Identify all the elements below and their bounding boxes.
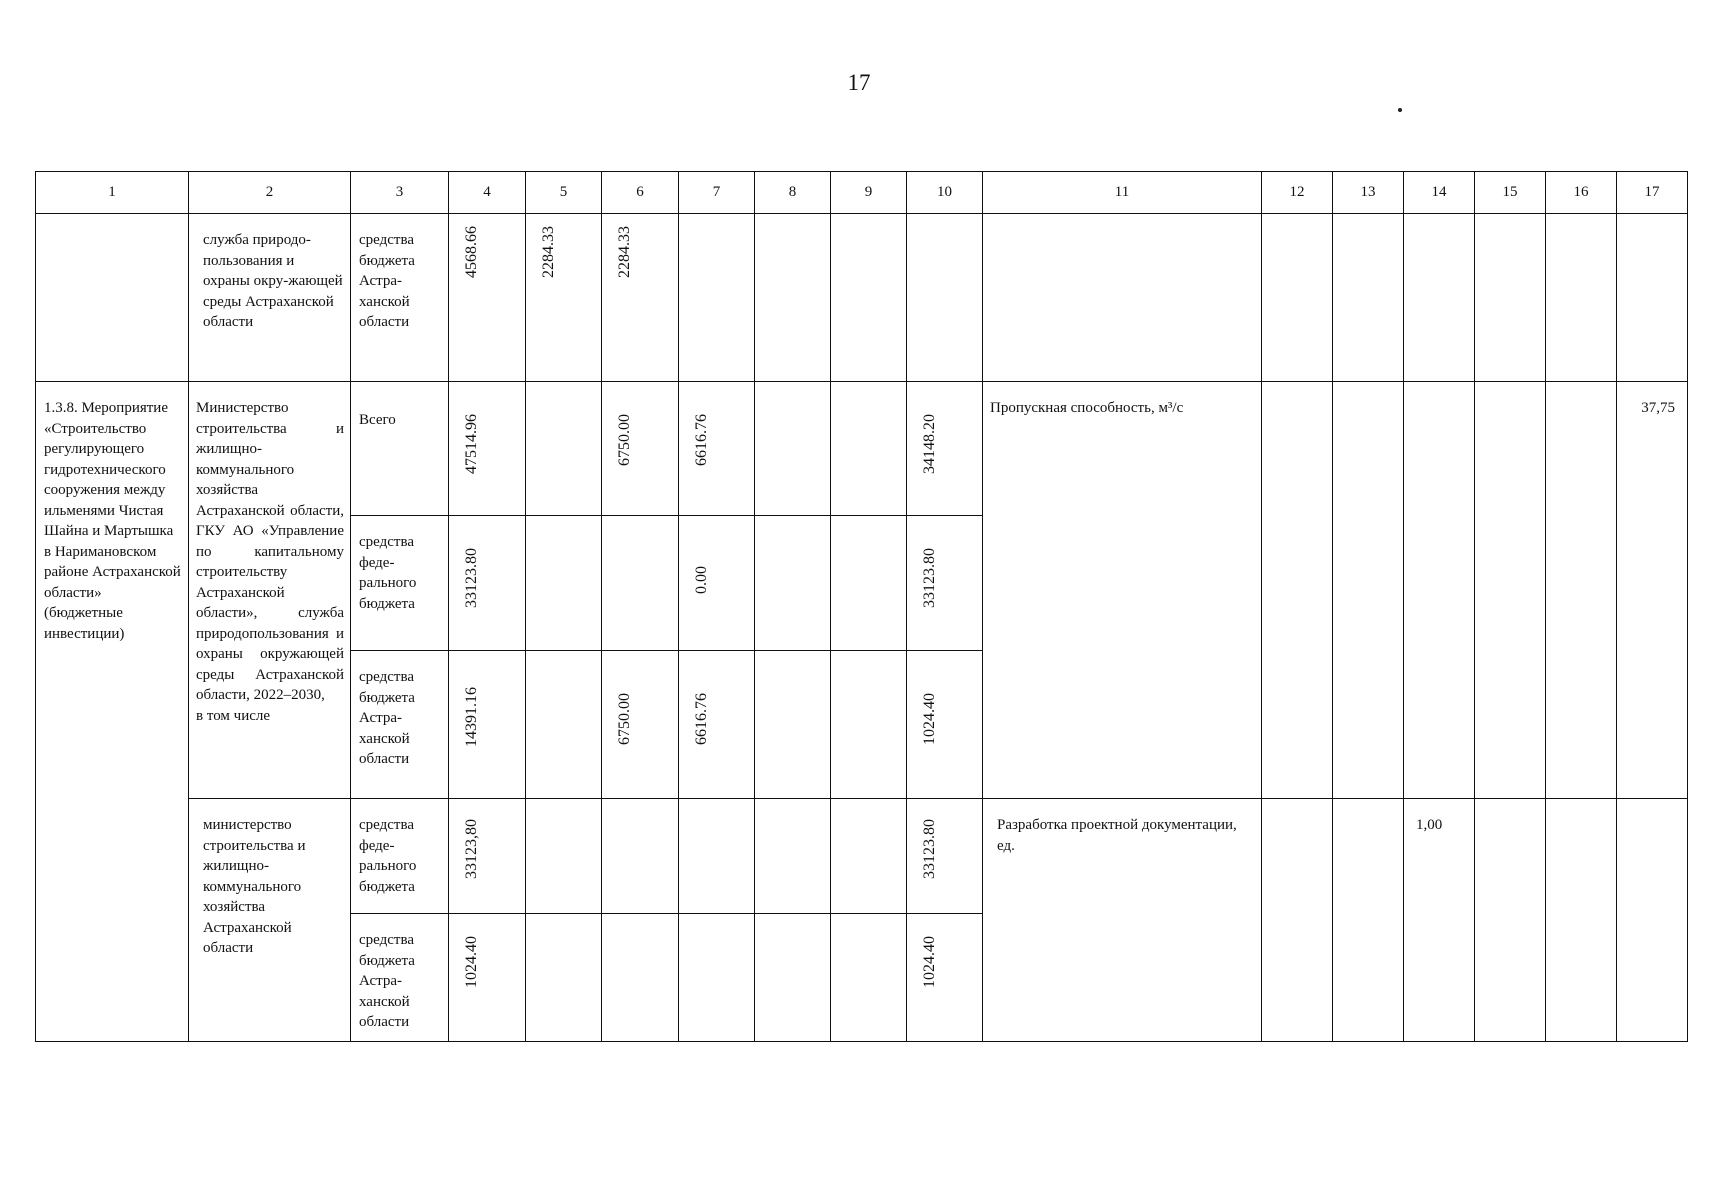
cell-empty xyxy=(1546,799,1617,1042)
col-header: 2 xyxy=(189,172,351,214)
col-header: 4 xyxy=(449,172,526,214)
cell-empty xyxy=(1404,382,1475,799)
executor-cell: служба природо-пользования и охраны окру-жающей среды Астраханской области xyxy=(189,214,351,382)
value-cell: 47514.96 xyxy=(449,382,526,516)
indicator-cell: Пропускная способность, м³/с xyxy=(983,382,1262,799)
cell-empty xyxy=(602,914,679,1042)
cell-empty xyxy=(36,214,189,382)
col-header: 13 xyxy=(1333,172,1404,214)
col-header: 12 xyxy=(1262,172,1333,214)
cell-empty xyxy=(1333,799,1404,1042)
cell-empty xyxy=(602,516,679,651)
cell-empty xyxy=(679,914,755,1042)
cell-empty xyxy=(755,516,831,651)
program-table xyxy=(35,171,1688,1042)
cell-empty xyxy=(679,799,755,914)
value-cell: 6750.00 xyxy=(602,651,679,799)
measure-cell: 1.3.8. Мероприятие «Строительство регулирующего гидротехнического сооружения между ильменями Чистая Шайна и Мартышка в Наримановском районе Астраханской области» (бюджетные инвестиции) xyxy=(36,382,189,1042)
cell-empty xyxy=(526,799,602,914)
col-header: 9 xyxy=(831,172,907,214)
cell-empty xyxy=(1333,214,1404,382)
executor-cell xyxy=(189,382,351,799)
cell-empty xyxy=(831,214,907,382)
cell-empty xyxy=(755,651,831,799)
col-header: 6 xyxy=(602,172,679,214)
col-header: 1 xyxy=(36,172,189,214)
source-cell: средства бюджета Астра-ханской области xyxy=(351,914,449,1042)
col-header: 5 xyxy=(526,172,602,214)
cell-empty xyxy=(602,799,679,914)
col-header: 10 xyxy=(907,172,983,214)
col-header: 16 xyxy=(1546,172,1617,214)
indicator-cell: Разработка проектной документации, ед. xyxy=(983,799,1262,1042)
cell-empty xyxy=(1262,799,1333,1042)
cell-empty xyxy=(1262,214,1333,382)
table-row xyxy=(36,799,1688,914)
cell-empty xyxy=(526,914,602,1042)
col-header: 7 xyxy=(679,172,755,214)
col-header: 8 xyxy=(755,172,831,214)
value-cell: 2284.33 xyxy=(526,214,602,382)
executor-text: Министерство строительства и жилищно-коммунального хозяйства Астраханской области, ГКУ АО «Управление по капитальному строительству Астраханской области», служба природопользования и охраны окружающей среды Астраханской области, 2022–2030, xyxy=(196,400,344,703)
value-cell: 0.00 xyxy=(679,516,755,651)
cell-empty xyxy=(1617,799,1688,1042)
cell-empty xyxy=(983,214,1262,382)
value-cell: 2284.33 xyxy=(602,214,679,382)
value-cell: 33123.80 xyxy=(449,516,526,651)
col-header: 15 xyxy=(1475,172,1546,214)
source-cell: средства бюджета Астра-ханской области xyxy=(351,651,449,799)
cell-empty xyxy=(526,382,602,516)
cell-empty xyxy=(755,214,831,382)
cell-empty xyxy=(1475,382,1546,799)
header-row xyxy=(36,172,1688,214)
page-number: 17 xyxy=(847,70,871,95)
col-header: 3 xyxy=(351,172,449,214)
value-cell: 1024.40 xyxy=(449,914,526,1042)
cell-empty xyxy=(831,914,907,1042)
table-row xyxy=(36,214,1688,382)
indicator-value-cell: 1,00 xyxy=(1404,799,1475,1042)
source-cell: средства феде-рального бюджета xyxy=(351,516,449,651)
cell-empty xyxy=(831,382,907,516)
cell-empty xyxy=(755,914,831,1042)
cell-empty xyxy=(831,516,907,651)
cell-empty xyxy=(1404,214,1475,382)
indicator-value-cell: 37,75 xyxy=(1617,382,1688,799)
cell-empty xyxy=(831,651,907,799)
source-cell: средства феде-рального бюджета xyxy=(351,799,449,914)
cell-empty xyxy=(907,214,983,382)
cell-empty xyxy=(755,382,831,516)
value-cell: 6616.76 xyxy=(679,651,755,799)
value-cell: 34148.20 xyxy=(907,382,983,516)
cell-empty xyxy=(755,799,831,914)
value-cell: 1024.40 xyxy=(907,914,983,1042)
cell-empty xyxy=(679,214,755,382)
cell-empty xyxy=(1475,799,1546,1042)
value-cell: 33123.80 xyxy=(907,516,983,651)
cell-empty xyxy=(831,799,907,914)
value-cell: 33123,80 xyxy=(449,799,526,914)
cell-empty xyxy=(526,651,602,799)
value-cell: 4568.66 xyxy=(449,214,526,382)
cell-empty xyxy=(1546,214,1617,382)
value-cell: 6616.76 xyxy=(679,382,755,516)
scan-speck xyxy=(1398,108,1402,112)
col-header: 17 xyxy=(1617,172,1688,214)
value-cell: 6750.00 xyxy=(602,382,679,516)
col-header: 11 xyxy=(983,172,1262,214)
cell-empty xyxy=(1546,382,1617,799)
cell-empty xyxy=(1475,214,1546,382)
cell-empty xyxy=(1617,214,1688,382)
cell-empty xyxy=(1333,382,1404,799)
executor-cell: министерство строительства и жилищно-коммунального хозяйства Астраханской области xyxy=(189,799,351,1042)
value-cell: 14391.16 xyxy=(449,651,526,799)
source-cell: средства бюджета Астра-ханской области xyxy=(351,214,449,382)
value-cell: 33123.80 xyxy=(907,799,983,914)
source-cell: Всего xyxy=(351,382,449,516)
col-header: 14 xyxy=(1404,172,1475,214)
value-cell: 1024.40 xyxy=(907,651,983,799)
cell-empty xyxy=(1262,382,1333,799)
executor-tail: в том числе xyxy=(196,707,271,724)
cell-empty xyxy=(526,516,602,651)
table-row xyxy=(36,382,1688,516)
